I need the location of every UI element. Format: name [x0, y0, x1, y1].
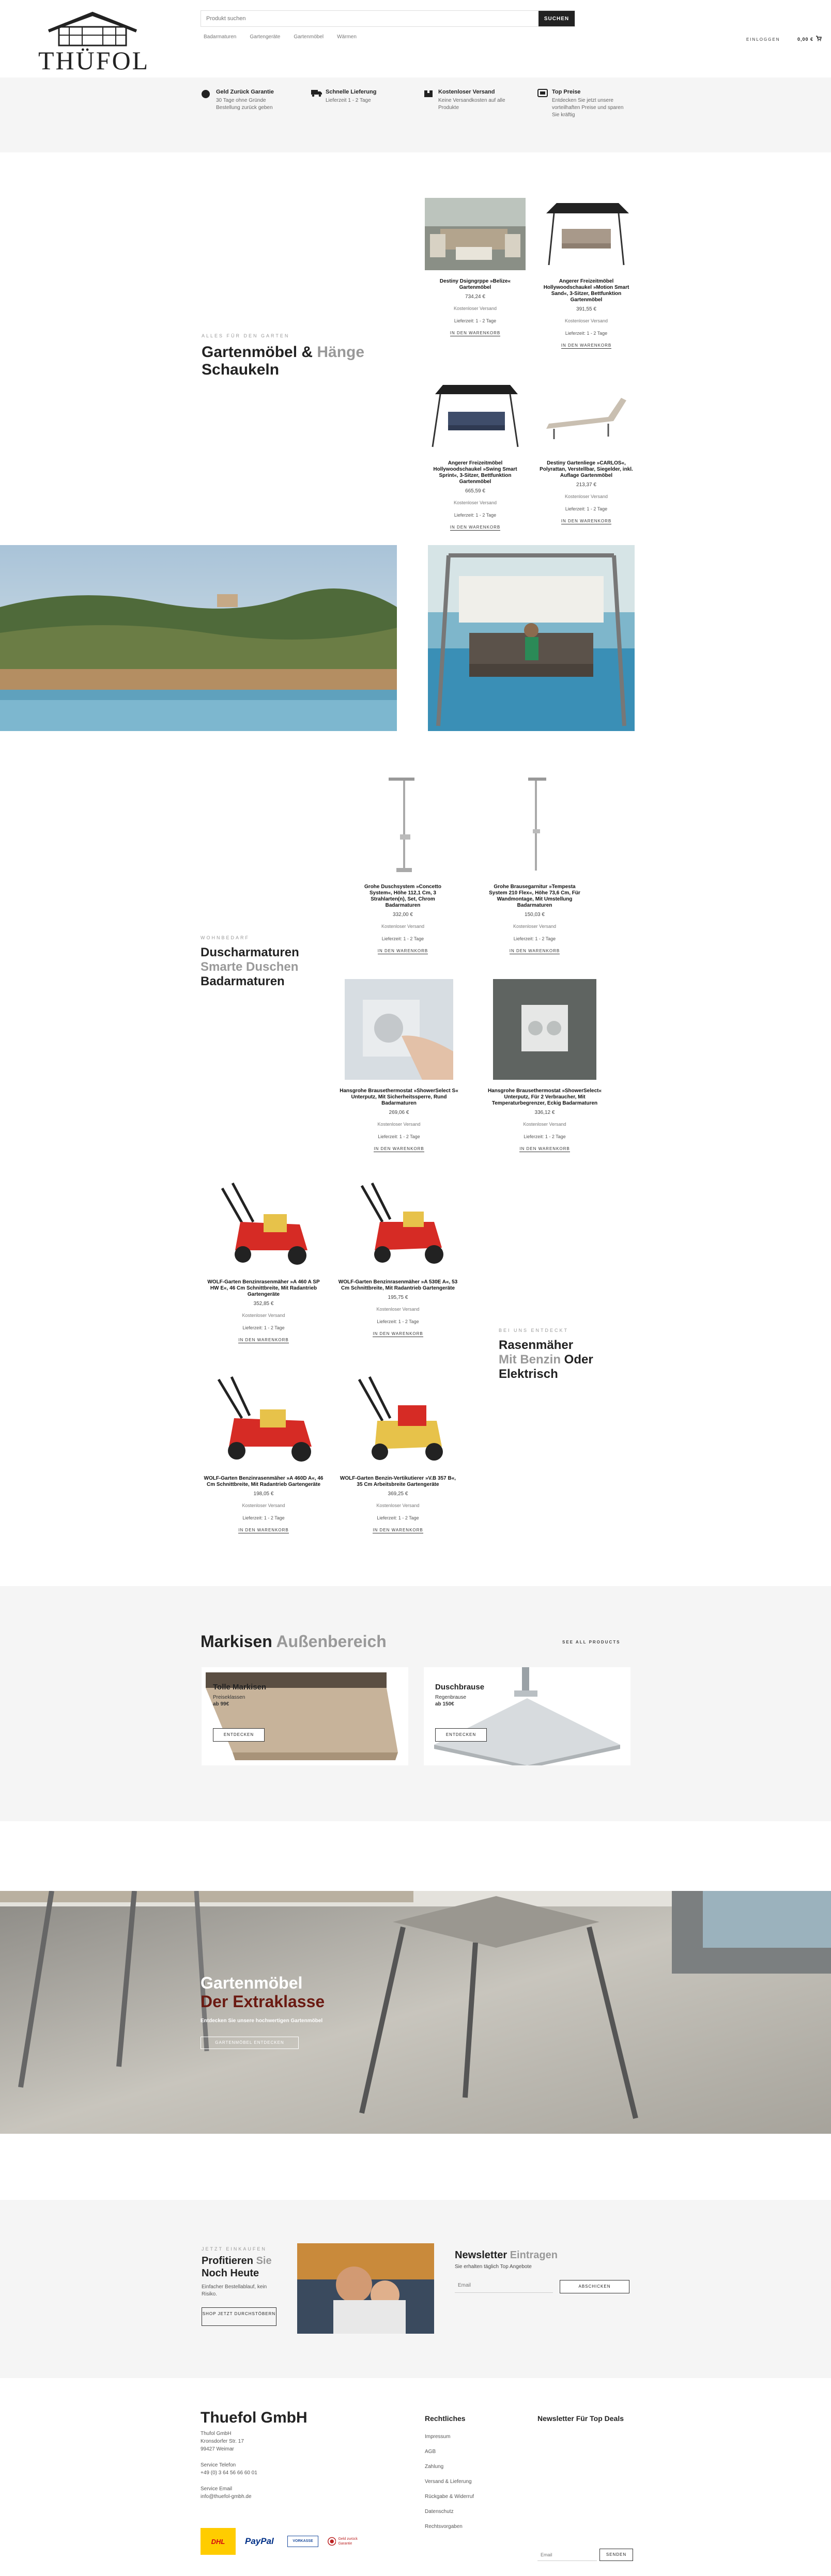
product-card [536, 380, 637, 525]
footer-link-impressum[interactable]: Impressum [425, 2434, 451, 2440]
product-shipping: Kostenloser Versand [376, 1503, 420, 1508]
add-to-cart-button[interactable]: IN DEN WARENKORB [519, 1146, 570, 1151]
hero-title-a: Gartenmöbel [201, 1974, 303, 1992]
bath-heading [201, 935, 299, 989]
footer-link-rueckgabe[interactable]: Rückgabe & Widerruf [425, 2494, 474, 2500]
product-price: 391,55 € [576, 306, 596, 312]
product-delivery: Lieferzeit: 1 - 2 Tage [242, 1325, 285, 1330]
product-image[interactable] [208, 1369, 319, 1467]
product-shipping: Kostenloser Versand [523, 1122, 566, 1127]
phone-link[interactable]: +49 (0) 3 64 56 66 60 01 [201, 2470, 257, 2476]
product-image[interactable] [346, 1173, 450, 1271]
product-price: 198,05 € [253, 1491, 274, 1497]
add-to-cart-button[interactable]: IN DEN WARENKORB [561, 343, 612, 348]
product-delivery: Lieferzeit: 1 - 2 Tage [454, 513, 497, 518]
product-delivery: Lieferzeit: 1 - 2 Tage [565, 506, 608, 511]
truck-icon [311, 89, 322, 97]
newsletter-submit-button[interactable]: ABSCHICKEN [560, 2280, 629, 2293]
mower-title-d: Elektrisch [499, 1367, 558, 1381]
product-price: 369,25 € [388, 1491, 408, 1497]
mower-title-c: Oder [561, 1353, 593, 1367]
product-card [336, 1369, 460, 1534]
cart-button[interactable] [797, 35, 822, 42]
product-card [337, 979, 461, 1153]
usp-sub: Entdecken Sie jetzt unsere vorteilhaften Preise und sparen Sie kräftig [552, 98, 624, 118]
email-link[interactable]: info@thuefol-gmbh.de [201, 2494, 252, 2500]
product-image[interactable] [493, 979, 596, 1080]
usp-title: Geld Zurück Garantie [216, 89, 274, 95]
product-name[interactable]: WOLF-Garten Benzin-Vertikutierer »V.B 357 B«, 35 Cm Arbeitsbreite Gartengeräte [340, 1476, 456, 1487]
awning-image [202, 1667, 408, 1765]
price-tag-icon [537, 89, 548, 97]
nav-item-badarmaturen[interactable]: Badarmaturen [204, 34, 237, 40]
promo-kicker: JETZT EINKAUFEN [202, 2246, 267, 2252]
product-shipping: Kostenloser Versand [564, 318, 608, 323]
product-name[interactable]: Angerer Freizeitmöbel Hollywoodschaukel »Motion Smart Sand«, 3-Sitzer, Bettfunktion Gartenmöbel [543, 278, 629, 303]
nav-item-waermen[interactable]: Wärmen [337, 34, 357, 40]
mower-title [499, 1338, 593, 1382]
bath-kicker: WOHNBEDARF [201, 935, 250, 940]
site-header [0, 0, 831, 77]
promo-price: ab 99€ [213, 1701, 229, 1707]
product-card [202, 1173, 326, 1344]
hero-banner [0, 1891, 831, 2134]
footer-link-rechtsvorgaben[interactable]: Rechtsvorgaben [425, 2524, 463, 2530]
payment-logos [201, 2528, 364, 2555]
usp-title: Schnelle Lieferung [326, 89, 377, 95]
hero-sub: Entdecken Sie unsere hochwertigen Gartenmöbel [201, 2018, 323, 2024]
login-link[interactable]: EINLOGGEN [746, 37, 780, 42]
promo-title-c: Noch Heute [202, 2268, 259, 2279]
address-line: Thufol GmbH [201, 2431, 232, 2437]
money-back-text: Geld zurück Garantie [338, 2537, 358, 2546]
usp-sub: Lieferzeit 1 - 2 Tage [326, 98, 371, 103]
product-shipping: Kostenloser Versand [381, 924, 425, 929]
product-price: 195,75 € [388, 1295, 408, 1300]
promo-title-b: Sie [256, 2255, 272, 2267]
add-to-cart-button[interactable]: IN DEN WARENKORB [374, 1146, 424, 1151]
shop-now-button[interactable]: SHOP JETZT DURCHSTÖBERN [202, 2307, 276, 2326]
product-image[interactable] [484, 772, 585, 876]
newsletter-section [0, 2200, 831, 2378]
product-delivery: Lieferzeit: 1 - 2 Tage [377, 1319, 419, 1324]
product-delivery: Lieferzeit: 1 - 2 Tage [242, 1515, 285, 1520]
product-image[interactable] [425, 198, 526, 270]
promo-description: Einfacher Bestellablauf, kein Risiko. [202, 2284, 267, 2297]
product-card [425, 198, 526, 337]
product-name[interactable]: WOLF-Garten Benzinrasenmäher »A 530E A«, 53 Cm Schnittbreite, Mit Radantrieb Gartengeräte [338, 1279, 458, 1291]
product-shipping: Kostenloser Versand [564, 494, 608, 499]
newsletter-sub: Sie erhalten täglich Top Angebote [455, 2264, 532, 2270]
product-price: 352,85 € [253, 1301, 274, 1307]
product-delivery: Lieferzeit: 1 - 2 Tage [513, 936, 556, 941]
swing-lifestyle-image [428, 545, 635, 731]
cart-icon [815, 35, 822, 41]
house-logo-icon [38, 9, 147, 51]
product-card [352, 772, 453, 955]
footer-link-zahlung[interactable]: Zahlung [425, 2464, 444, 2470]
product-price: 336,12 € [534, 1110, 555, 1115]
site-footer [0, 2378, 831, 2576]
product-delivery: Lieferzeit: 1 - 2 Tage [378, 1134, 420, 1139]
hero-title-b: Der Extraklasse [201, 1992, 325, 2011]
nav-item-gartenmoebel[interactable]: Gartenmöbel [294, 34, 324, 40]
product-price: 150,03 € [525, 912, 545, 918]
promo-price: ab 150€ [435, 1701, 454, 1707]
logo[interactable] [38, 9, 150, 75]
promo-card-shower [424, 1667, 630, 1765]
product-card [484, 772, 585, 955]
add-to-cart-button[interactable]: IN DEN WARENKORB [238, 1528, 289, 1532]
product-name[interactable]: Hansgrohe Brausethermostat »ShowerSelect« Unterputz, Für 2 Verbraucher, Mit Temperaturbegrenzer, Eckig Badarmaturen [487, 1088, 602, 1106]
product-price: 213,37 € [576, 482, 596, 488]
cart-total: 0,00 € [797, 37, 814, 42]
product-shipping: Kostenloser Versand [242, 1313, 285, 1318]
product-shipping: Kostenloser Versand [453, 500, 497, 505]
promo-sub-line: Preiseklassen [213, 1695, 245, 1700]
address-line: Kronsdorfer Str. 17 [201, 2439, 244, 2444]
product-image[interactable] [212, 1173, 315, 1271]
product-price: 734,24 € [465, 294, 485, 300]
usp-sub: Keine Versandkosten auf alle Produkte [438, 98, 505, 111]
add-to-cart-button[interactable]: IN DEN WARENKORB [450, 331, 501, 335]
money-back-seal-icon [328, 2536, 336, 2547]
newsletter-title-a: Newsletter [455, 2249, 510, 2261]
footer-company: Thuefol GmbH [201, 2409, 307, 2426]
product-price: 332,00 € [393, 912, 413, 918]
main-nav [204, 34, 357, 40]
usp-bar [0, 77, 831, 152]
add-to-cart-button[interactable]: IN DEN WARENKORB [377, 949, 428, 953]
discover-button[interactable]: ENTDECKEN [213, 1728, 265, 1742]
garden-title-c: Schaukeln [202, 361, 280, 378]
product-delivery: Lieferzeit: 1 - 2 Tage [377, 1515, 419, 1520]
hero-title [201, 1974, 325, 2011]
address-line: 99427 Weimar [201, 2446, 234, 2452]
garden-landscape-image [0, 545, 397, 731]
rain-shower-image [424, 1667, 630, 1765]
garden-heading [202, 333, 364, 379]
product-shipping: Kostenloser Versand [513, 924, 557, 929]
garden-title-b: Hänge [317, 344, 365, 361]
footer-link-agb[interactable]: AGB [425, 2449, 436, 2455]
footer-newsletter-button[interactable]: SENDEN [599, 2549, 633, 2561]
product-card [536, 198, 637, 349]
prepayment-logo: VORKASSE [287, 2536, 318, 2547]
add-to-cart-button[interactable]: IN DEN WARENKORB [373, 1528, 423, 1532]
search-bar [201, 10, 575, 27]
footer-newsletter-title: Newsletter Für Top Deals [537, 2414, 624, 2423]
product-name[interactable]: WOLF-Garten Benzinrasenmäher »A 460D A«, 46 Cm Schnittbreite, Mit Radantrieb Gartengeräte [204, 1476, 324, 1487]
product-shipping: Kostenloser Versand [453, 306, 497, 311]
add-to-cart-button[interactable]: IN DEN WARENKORB [373, 1331, 423, 1336]
phone-label: Service Telefon [201, 2462, 236, 2468]
logo-text: THÜFOL [38, 46, 150, 75]
see-all-products-link[interactable]: SEE ALL PRODUCTS [562, 1640, 621, 1644]
promo-title: Tolle Markisen [213, 1683, 267, 1692]
garden-title [202, 344, 364, 379]
usp-title: Kostenloser Versand [438, 89, 495, 95]
promo-sub [435, 1694, 466, 1708]
product-name[interactable]: Hansgrohe Brausethermostat »ShowerSelect S« Unterputz, Mit Sicherheitssperre, Rund Badarmaturen [340, 1088, 458, 1106]
add-to-cart-button[interactable]: IN DEN WARENKORB [509, 949, 560, 953]
add-to-cart-button[interactable]: IN DEN WARENKORB [561, 519, 612, 523]
product-name[interactable]: Angerer Freizeitmöbel Hollywoodschaukel »Swing Smart Sprint«, 3-Sitzer, Bettfunktion Gartenmöbel [433, 460, 517, 485]
legal-links [425, 2434, 474, 2539]
newsletter-title [455, 2246, 558, 2264]
product-image[interactable] [536, 380, 637, 452]
product-price: 269,06 € [389, 1110, 409, 1115]
markisen-title-a: Markisen [201, 1632, 276, 1651]
discover-button[interactable]: ENTDECKEN [435, 1728, 487, 1742]
footer-link-datenschutz[interactable]: Datenschutz [425, 2509, 454, 2515]
mower-title-b: Mit Benzin [499, 1353, 561, 1367]
bath-title-a: Duscharmaturen [201, 945, 299, 959]
promo-sub [213, 1694, 245, 1708]
promo-image [297, 2243, 434, 2334]
promo-card-markisen [202, 1667, 408, 1765]
product-price: 665,59 € [465, 488, 485, 494]
search-button[interactable]: SUCHEN [538, 11, 575, 26]
promo-title: Duschbrause [435, 1683, 485, 1692]
search-input[interactable] [201, 11, 532, 26]
product-card [425, 380, 526, 531]
product-shipping: Kostenloser Versand [242, 1503, 285, 1508]
product-image[interactable] [346, 1369, 450, 1467]
paypal-logo: PayPal [245, 2536, 274, 2546]
footer-link-versand[interactable]: Versand & Lieferung [425, 2479, 472, 2485]
mower-heading [499, 1328, 593, 1382]
box-icon [424, 89, 433, 98]
product-name[interactable]: Destiny Gartenliege »CARLOS«, Polyrattan, Verstellbar, Siegelder, inkl. Auflage Gartenmöbel [540, 460, 633, 478]
product-image[interactable] [425, 380, 526, 452]
garden-kicker: ALLES FÜR DEN GARTEN [202, 333, 290, 338]
nav-item-gartengeraete[interactable]: Gartengeräte [250, 34, 281, 40]
product-name[interactable]: Grohe Brausegarnitur »Tempesta System 210 Flex«, Höhe 73,6 Cm, Für Wandmontage, Mit Umstellung Badarmaturen [489, 884, 580, 908]
newsletter-email-input[interactable] [455, 2278, 553, 2293]
product-delivery: Lieferzeit: 1 - 2 Tage [565, 331, 608, 336]
promo-title [202, 2255, 272, 2279]
mower-title-a: Rasenmäher [499, 1338, 574, 1352]
product-image[interactable] [345, 979, 453, 1080]
garden-title-a: Gartenmöbel & [202, 344, 317, 361]
money-back-icon [202, 90, 210, 98]
product-delivery: Lieferzeit: 1 - 2 Tage [381, 936, 424, 941]
hero-cta-button[interactable]: GARTENMÖBEL ENTDECKEN [201, 2037, 299, 2049]
bath-title-c: Badarmaturen [201, 974, 285, 988]
promo-title-a: Profitieren [202, 2255, 256, 2267]
add-to-cart-button[interactable]: IN DEN WARENKORB [238, 1338, 289, 1342]
newsletter-title-b: Eintragen [510, 2249, 558, 2261]
product-card [202, 1369, 326, 1534]
product-image[interactable] [536, 198, 637, 270]
product-name[interactable]: Destiny Dsigngrppe »Belize« Gartenmöbel [439, 278, 511, 290]
legal-title: Rechtliches [425, 2414, 466, 2423]
bath-title [201, 945, 299, 989]
email-label: Service Email [201, 2486, 233, 2492]
product-shipping: Kostenloser Versand [377, 1122, 421, 1127]
product-card [336, 1173, 460, 1338]
product-name[interactable]: WOLF-Garten Benzinrasenmäher »A 460 A SP HW E«, 46 Cm Schnittbreite, Mit Radantrieb Gartengeräte [207, 1279, 320, 1297]
product-card [483, 979, 607, 1153]
hero-image [0, 1891, 831, 2134]
product-delivery: Lieferzeit: 1 - 2 Tage [454, 318, 497, 323]
usp-sub: 30 Tage ohne Gründe Bestellung zurück geben [216, 98, 273, 111]
promo-sub-line: Regenbrause [435, 1695, 467, 1700]
product-name[interactable]: Grohe Duschsystem »Concetto System«, Höhe 112,1 Cm, 3 Strahlarten(n), Set, Chrom Badarmaturen [364, 884, 441, 908]
add-to-cart-button[interactable]: IN DEN WARENKORB [450, 525, 501, 530]
markisen-section [0, 1586, 831, 1821]
footer-email-input[interactable] [537, 2549, 597, 2561]
mower-kicker: BEI UNS ENTDECKT [499, 1328, 569, 1333]
product-image[interactable] [352, 772, 453, 876]
product-delivery: Lieferzeit: 1 - 2 Tage [524, 1134, 566, 1139]
markisen-title-b: Außenbereich [276, 1632, 387, 1651]
markisen-title [201, 1633, 387, 1650]
footer-address [201, 2430, 257, 2501]
dhl-logo: DHL [201, 2528, 236, 2555]
money-back-logo [328, 2536, 364, 2547]
usp-title: Top Preise [552, 89, 581, 95]
product-shipping: Kostenloser Versand [376, 1307, 420, 1312]
bath-title-b: Smarte Duschen [201, 960, 299, 974]
